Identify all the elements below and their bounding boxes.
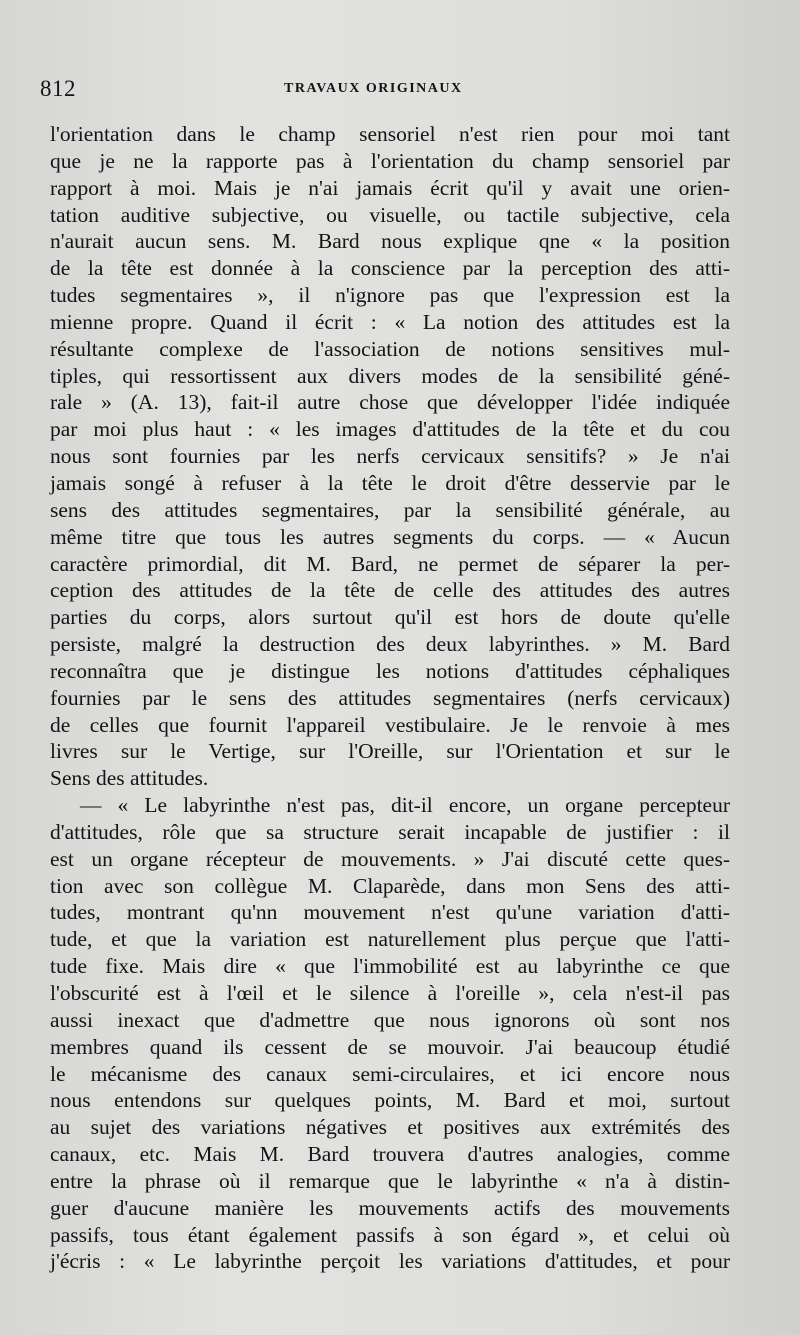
text-line: tudes, montrant qu'nn mouvement n'est qu'une variation d'atti- (50, 900, 730, 925)
text-line: rale » (A. 13), fait-il autre chose que développer l'idée indiquée (50, 390, 730, 415)
text-line: sens des attitudes segmentaires, par la sensibilité générale, au (50, 497, 730, 522)
text-line: tiples, qui ressortissent aux divers modes de la sensibilité géné- (50, 363, 730, 388)
text-line: tation auditive subjective, ou visuelle, ou tactile subjective, cela (50, 202, 730, 227)
page-number: 812 (40, 76, 76, 101)
text-line: guer d'aucune manière les mouvements actifs des mouvements (50, 1195, 730, 1220)
text-line: de celles que fournit l'appareil vestibulaire. Je le renvoie à mes (50, 712, 730, 737)
text-line: même titre que tous les autres segments du corps. — « Aucun (50, 524, 730, 549)
text-line: est un organe récepteur de mouvements. » J'ai discuté cette ques- (50, 846, 730, 871)
text-line: parties du corps, alors surtout qu'il est hors de doute qu'elle (50, 605, 730, 630)
text-line: que je ne la rapporte pas à l'orientation du champ sensoriel par (50, 148, 730, 173)
text-line: aussi inexact que d'admettre que nous ignorons où sont nos (50, 1007, 730, 1032)
text-line: tudes segmentaires », il n'ignore pas que l'expression est la (50, 283, 730, 308)
text-line: fournies par le sens des attitudes segmentaires (nerfs cervicaux) (50, 685, 730, 710)
text-line: entre la phrase où il remarque que le labyrinthe « n'a à distin- (50, 1168, 730, 1193)
text-line: Sens des attitudes. (50, 766, 209, 791)
text-line: membres quand ils cessent de se mouvoir. J'ai beaucoup étudié (50, 1034, 730, 1059)
text-line: — « Le labyrinthe n'est pas, dit-il encore, un organe percepteur (80, 793, 730, 818)
text-line: persiste, malgré la destruction des deux labyrinthes. » M. Bard (50, 632, 730, 657)
text-line: reconnaîtra que je distingue les notions d'attitudes céphaliques (50, 658, 730, 683)
text-line: l'orientation dans le champ sensoriel n'est rien pour moi tant (50, 122, 730, 146)
text-line: l'obscurité est à l'œil et le silence à l'oreille », cela n'est-il pas (50, 981, 730, 1005)
text-line: nous sont fournies par les nerfs cervicaux sensitifs? » Je n'ai (50, 444, 730, 469)
text-line: jamais songé à refuser à la tête le droit d'être desservie par le (50, 470, 730, 495)
text-line: passifs, tous étant également passifs à son égard », et celui où (50, 1222, 730, 1247)
text-line: tion avec son collègue M. Claparède, dans mon Sens des atti- (50, 873, 730, 898)
text-line: ception des attitudes de la tête de celle des attitudes des autres (50, 578, 730, 603)
text-line: d'attitudes, rôle que sa structure serait incapable de justifier : il (50, 819, 730, 844)
text-line: mienne propre. Quand il écrit : « La notion des attitudes est la (50, 309, 730, 334)
text-line: résultante complexe de l'association de notions sensitives mul- (50, 336, 730, 361)
text-line: de la tête est donnée à la conscience par la perception des atti- (50, 256, 730, 281)
text-line: n'aurait aucun sens. M. Bard nous explique qne « la position (50, 229, 730, 254)
text-line: au sujet des variations négatives et positives aux extrémités des (50, 1115, 730, 1140)
body-text (50, 121, 730, 1275)
text-line: par moi plus haut : « les images d'attitudes de la tête et du cou (50, 417, 730, 442)
text-line: nous entendons sur quelques points, M. Bard et moi, surtout (50, 1088, 730, 1113)
text-line: caractère primordial, dit M. Bard, ne permet de séparer la per- (50, 551, 730, 576)
text-line: j'écris : « Le labyrinthe perçoit les variations d'attitudes, et pour (50, 1249, 730, 1274)
text-line: rapport à moi. Mais je n'ai jamais écrit qu'il y avait une orien- (50, 175, 730, 200)
text-line: livres sur le Vertige, sur l'Oreille, sur l'Orientation et sur le (50, 739, 730, 764)
text-line: canaux, etc. Mais M. Bard trouvera d'autres analogies, comme (50, 1142, 730, 1167)
page-header (40, 76, 740, 106)
text-line: tude fixe. Mais dire « que l'immobilité est au labyrinthe ce que (50, 954, 730, 979)
text-line: tude, et que la variation est naturellement plus perçue que l'atti- (50, 927, 730, 952)
running-title: TRAVAUX ORIGINAUX (284, 81, 463, 96)
text-line: le mécanisme des canaux semi-circulaires, et ici encore nous (50, 1061, 730, 1086)
